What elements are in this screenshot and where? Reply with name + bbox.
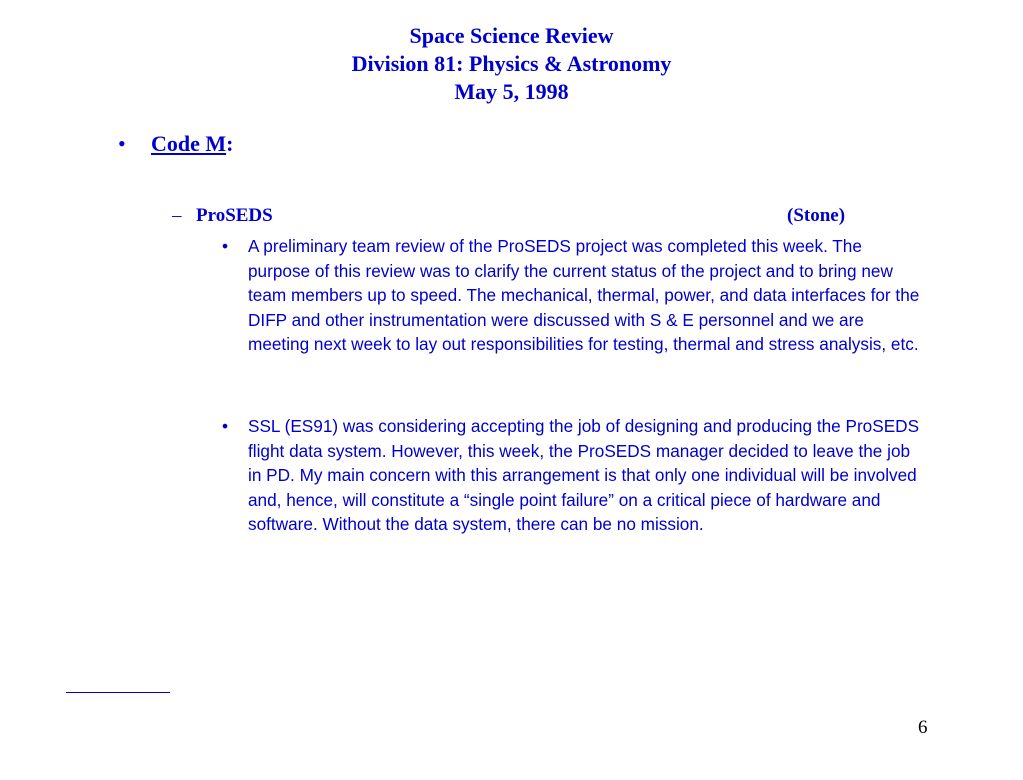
- title-line-1: Space Science Review: [409, 23, 614, 48]
- dash-marker: –: [172, 205, 182, 226]
- bullet-text: SSL (ES91) was considering accepting the job of designing and producing the ProSEDS flight data system. However, this week, the ProSEDS manager decided to leave the job in PD. My main concern with this arrangement is that only one individual will be involved and, hence, will constitute a “single point failure” on a critical piece of hardware and software. Without the data system, there can be no mission.: [248, 416, 920, 534]
- level3-bullet-item: [222, 234, 922, 357]
- code-m-suffix: :: [226, 131, 234, 156]
- person-name: (Stone): [787, 205, 846, 226]
- level2-bullet-item: [172, 204, 872, 228]
- bullet-marker: •: [222, 236, 229, 256]
- title-line-3: May 5, 1998: [454, 79, 569, 104]
- bullet-text: A preliminary team review of the ProSEDS project was completed this week. The purpose of this review was to clarify the current status of the project and to bring new team members up to speed. The mechanical, thermal, power, and data interfaces for the DIFP and other instrumentation were discussed with S & E personnel and we are meeting next week to lay out responsibilities for testing, thermal and stress analysis, etc.: [248, 236, 920, 354]
- page-number: 6: [918, 717, 928, 738]
- slide-title: [0, 22, 1023, 106]
- level1-bullet-item: [118, 130, 233, 158]
- bullet-marker: •: [118, 131, 126, 156]
- footnote-separator: [66, 692, 170, 693]
- level3-bullet-item: [222, 414, 922, 537]
- code-m-label: Code M: [151, 131, 227, 156]
- bullet-marker: •: [222, 416, 229, 436]
- title-line-2: Division 81: Physics & Astronomy: [351, 51, 672, 76]
- project-name: ProSEDS: [196, 205, 273, 226]
